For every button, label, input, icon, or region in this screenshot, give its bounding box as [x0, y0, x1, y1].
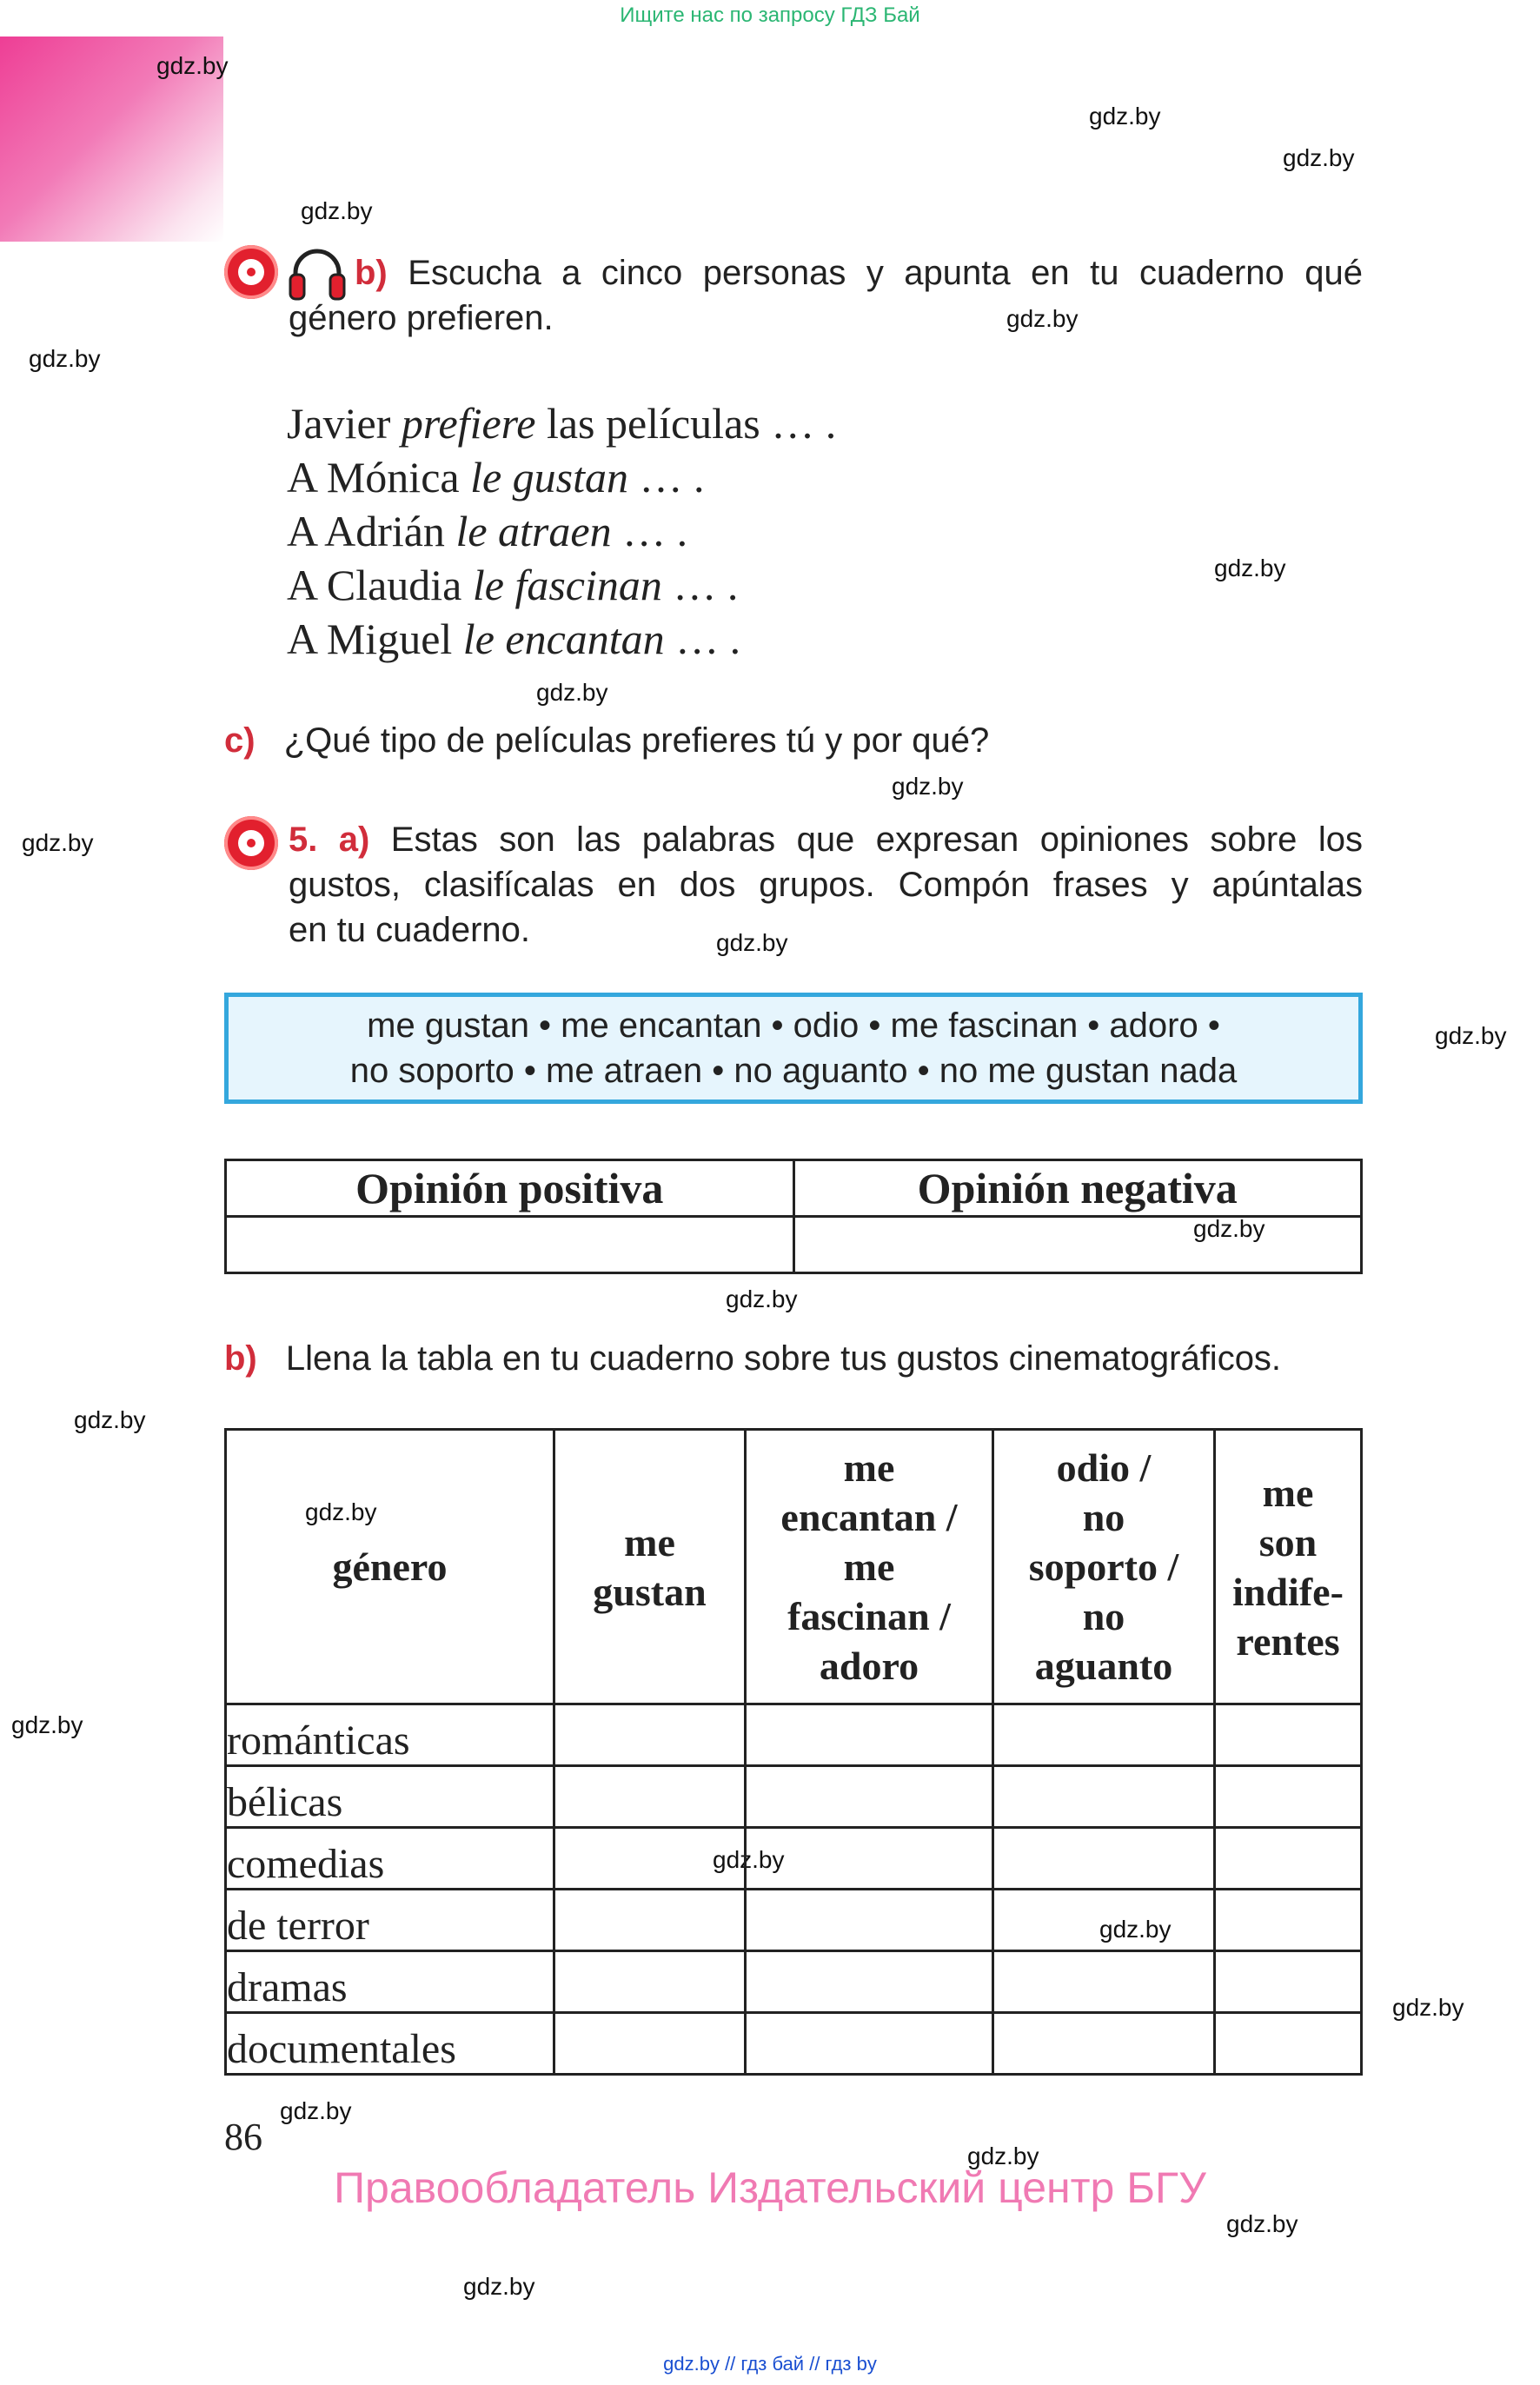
genre-table	[224, 1428, 1363, 2076]
rights-holder: Правообладатель Издательский центр БГУ	[334, 2163, 1206, 2212]
section-b2	[224, 1336, 1281, 1381]
watermark: gdz.by	[156, 52, 229, 79]
watermark: gdz.by	[726, 1286, 798, 1312]
watermark: gdz.by	[1099, 1916, 1172, 1943]
sentence-line: A Miguel le encantan … .	[287, 615, 741, 663]
exercise5-line3: en tu cuaderno.	[289, 911, 530, 949]
watermark: gdz.by	[892, 773, 964, 800]
watermark: gdz.by	[536, 679, 608, 706]
genre-cell: románticas	[226, 1704, 554, 1766]
section-c-text: ¿Qué tipo de películas prefieres tú y por qué?	[283, 721, 990, 760]
table-row	[226, 1766, 1362, 1828]
watermark: gdz.by	[1392, 1994, 1464, 2021]
section-b-text: Escucha a cinco personas y apunta en tu cuaderno qué	[408, 254, 1363, 292]
genre-cell: bélicas	[226, 1766, 554, 1828]
exercise5-label: 5. a)	[289, 820, 370, 859]
watermark: gdz.by	[280, 2097, 352, 2124]
section-b-line1	[355, 250, 1363, 296]
exercise5-line1: 5. a) Estas son las palabras que expresan opiniones sobre los	[289, 820, 1363, 859]
section-b-label: b)	[355, 254, 388, 292]
page-number: 86	[224, 2116, 262, 2158]
top-banner[interactable]: Ищите нас по запросу ГДЗ Бай	[620, 3, 920, 27]
sentence-line: A Adrián le atraen … .	[287, 507, 688, 555]
opinion-negative-header: Opinión negativa	[793, 1160, 1362, 1217]
audio-disc-icon	[224, 816, 278, 870]
footer-links[interactable]: gdz.by // гдз бай // гдз by	[663, 2353, 877, 2375]
audio-disc-icon	[224, 245, 278, 299]
section-b-line2: género prefieren.	[289, 299, 554, 337]
watermark: gdz.by	[967, 2143, 1039, 2169]
watermark: gdz.by	[305, 1498, 377, 1525]
watermark: gdz.by	[1006, 305, 1079, 332]
section-c-label: c)	[224, 721, 256, 760]
watermark: gdz.by	[74, 1406, 146, 1433]
watermark: gdz.by	[11, 1711, 83, 1738]
watermark: gdz.by	[713, 1846, 785, 1873]
header-odio: odio / no soporto / no aguanto	[993, 1430, 1215, 1704]
table-cell	[793, 1217, 1362, 1273]
genre-cell: documentales	[226, 2013, 554, 2075]
section-b2-text: Llena la tabla en tu cuaderno sobre tus gustos cinematográficos.	[285, 1339, 1282, 1378]
section-b2-label: b)	[224, 1339, 257, 1378]
genre-cell: dramas	[226, 1951, 554, 2013]
sentence-line: A Claudia le fascinan … .	[287, 561, 739, 609]
watermark: gdz.by	[1283, 144, 1355, 171]
exercise5-line2: gustos, clasifícalas en dos grupos. Compón frases y apúntalas	[289, 866, 1363, 904]
watermark: gdz.by	[463, 2273, 535, 2300]
word-box-line2: no soporto • me atraen • no aguanto • no me gustan nada	[349, 1052, 1238, 1090]
header-me-gustan: me gustan	[554, 1430, 746, 1704]
table-row	[226, 1951, 1362, 2013]
header-me-son-indiferentes: me son indife- rentes	[1215, 1430, 1362, 1704]
watermark: gdz.by	[1089, 103, 1161, 130]
table-row	[226, 1828, 1362, 1890]
word-box	[224, 993, 1363, 1104]
sentence-list	[287, 396, 836, 666]
header-genero: género	[226, 1430, 554, 1704]
sentence-line: A Mónica le gustan … .	[287, 453, 705, 502]
sentence-line: Javier prefiere las películas … .	[287, 399, 837, 448]
genre-cell: de terror	[226, 1890, 554, 1951]
header-me-encantan: me encantan / me fascinan / adoro	[746, 1430, 993, 1704]
table-row	[226, 2013, 1362, 2075]
table-row	[226, 1704, 1362, 1766]
watermark: gdz.by	[301, 197, 373, 224]
watermark: gdz.by	[1193, 1215, 1265, 1242]
opinion-table	[224, 1159, 1363, 1274]
section-c	[224, 718, 989, 763]
watermark: gdz.by	[22, 829, 94, 856]
word-box-line1: me gustan • me encantan • odio • me fascinan • adoro •	[367, 1006, 1220, 1045]
watermark: gdz.by	[29, 345, 101, 372]
opinion-positive-header: Opinión positiva	[226, 1160, 794, 1217]
headphones-icon	[287, 243, 348, 302]
watermark: gdz.by	[1226, 2210, 1298, 2237]
genre-cell: comedias	[226, 1828, 554, 1890]
watermark: gdz.by	[1435, 1022, 1507, 1049]
table-row	[226, 1890, 1362, 1951]
watermark: gdz.by	[716, 929, 788, 956]
table-cell	[226, 1217, 794, 1273]
watermark: gdz.by	[1214, 555, 1286, 581]
